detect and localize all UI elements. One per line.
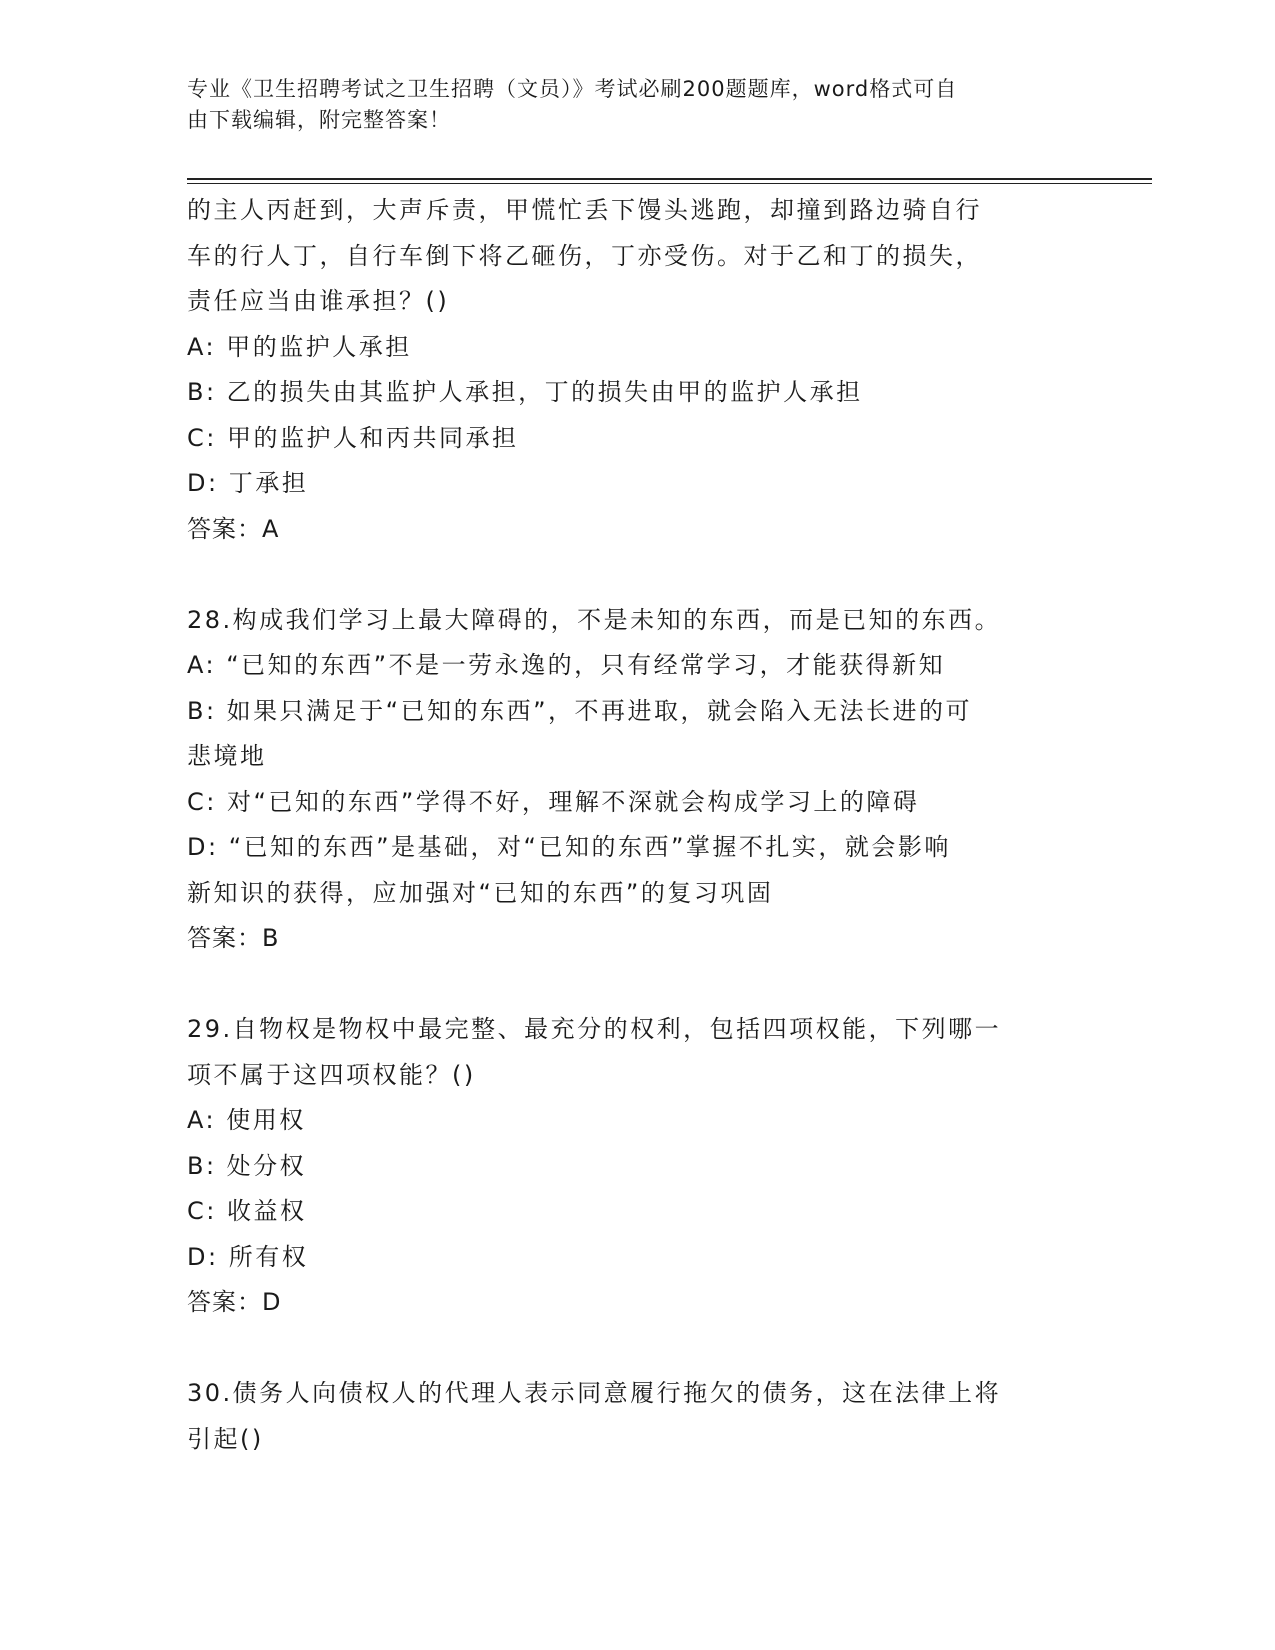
- option-c: C: 甲的监护人和丙共同承担: [187, 423, 519, 452]
- spacer: [187, 552, 1077, 598]
- option-a: A: 使用权: [187, 1106, 306, 1134]
- header-line: 由下载编辑，附完整答案！: [187, 108, 451, 132]
- header-rule-thick: [187, 178, 1152, 180]
- option-c: C: 对“已知的东西”学得不好，理解不深就会构成学习上的障碍: [187, 787, 920, 816]
- question-text-line: 的主人丙赶到，大声斥责，甲慌忙丢下馒头逃跑，却撞到路边骑自行: [187, 196, 982, 224]
- question-text-line: 引起(): [187, 1424, 264, 1453]
- answer-label: 答案：D: [187, 1288, 282, 1316]
- header-line: 专业《卫生招聘考试之卫生招聘（文员）》考试必刷200题题库，word格式可自: [187, 77, 958, 101]
- document-header: [187, 74, 1067, 136]
- spacer: [187, 1326, 1077, 1372]
- question-28: [187, 598, 1077, 962]
- option-b: B: 乙的损失由其监护人承担，丁的损失由甲的监护人承担: [187, 378, 863, 406]
- question-text-line: 29.自物权是物权中最完整、最充分的权利，包括四项权能，下列哪一: [187, 1015, 1002, 1043]
- option-d: D: 所有权: [187, 1242, 309, 1271]
- option-b: B: 处分权: [187, 1151, 307, 1180]
- question-29: [187, 1007, 1077, 1326]
- question-30: [187, 1371, 1077, 1462]
- option-a: A: “已知的东西”不是一劳永逸的，只有经常学习，才能获得新知: [187, 651, 946, 679]
- question-text-line: 责任应当由谁承担？(): [187, 287, 450, 315]
- question-text-line: 车的行人丁，自行车倒下将乙砸伤，丁亦受伤。对于乙和丁的损失，: [187, 241, 982, 270]
- option-c: C: 收益权: [187, 1197, 307, 1225]
- question-27: [187, 188, 1077, 552]
- option-b-continued: 悲境地: [187, 742, 267, 770]
- option-b: B: 如果只满足于“已知的东西”，不再进取，就会陷入无法长进的可: [187, 696, 973, 725]
- spacer: [187, 962, 1077, 1008]
- option-a: A: 甲的监护人承担: [187, 332, 412, 361]
- header-rule-thin: [187, 183, 1152, 184]
- option-d-continued: 新知识的获得，应加强对“已知的东西”的复习巩固: [187, 878, 774, 907]
- answer-label: 答案：B: [187, 924, 280, 952]
- question-text-line: 项不属于这四项权能？(): [187, 1060, 476, 1089]
- answer-label: 答案：A: [187, 514, 280, 543]
- option-d: D: “已知的东西”是基础，对“已知的东西”掌握不扎实，就会影响: [187, 833, 951, 861]
- option-d: D: 丁承担: [187, 469, 309, 497]
- question-text-line: 30.债务人向债权人的代理人表示同意履行拖欠的债务，这在法律上将: [187, 1379, 1002, 1407]
- question-text-line: 28.构成我们学习上最大障碍的，不是未知的东西，而是已知的东西。: [187, 605, 1002, 634]
- document-body: [187, 188, 1077, 1462]
